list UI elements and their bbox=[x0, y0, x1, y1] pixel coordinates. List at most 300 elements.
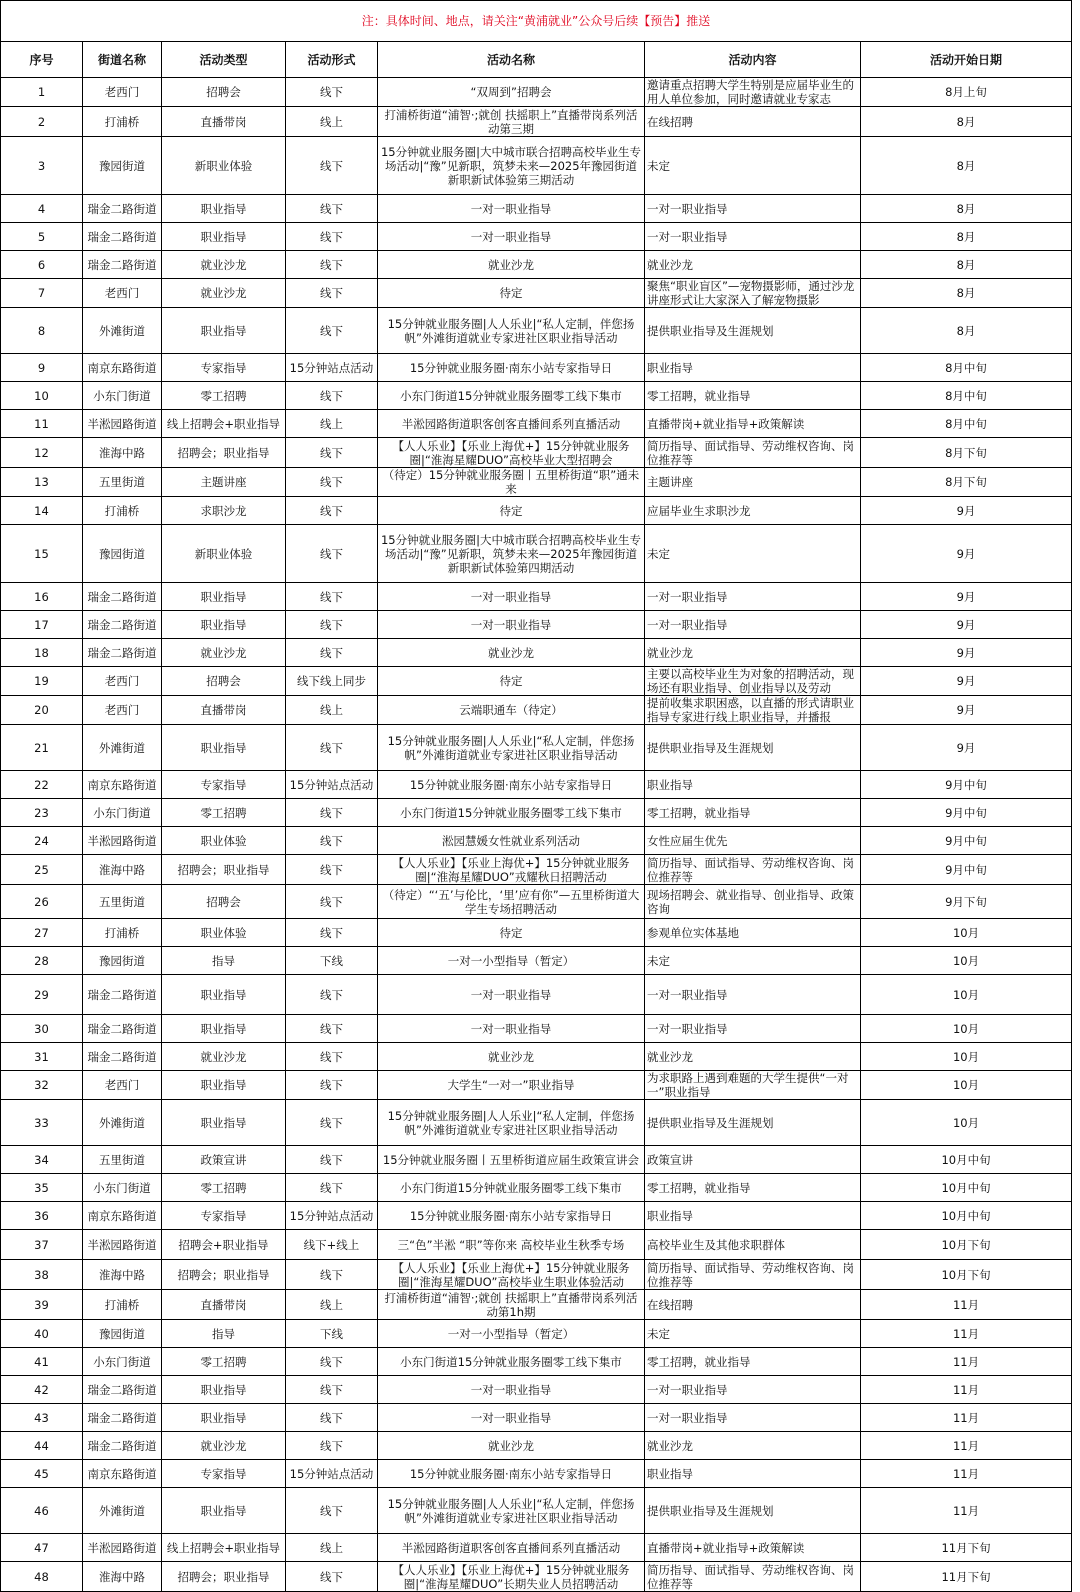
cell-street: 小东门街道 bbox=[83, 1348, 162, 1376]
cell-content: 就业沙龙 bbox=[645, 251, 861, 279]
table-row bbox=[1, 251, 1072, 279]
cell-start-date: 9月中旬 bbox=[861, 771, 1072, 799]
table-row bbox=[1, 354, 1072, 382]
cell-start-date: 11月 bbox=[861, 1320, 1072, 1348]
cell-type: 主题讲座 bbox=[162, 468, 286, 497]
cell-index: 18 bbox=[1, 639, 83, 667]
cell-activity-name: 一对一职业指导 bbox=[378, 1015, 645, 1043]
table-row bbox=[1, 1146, 1072, 1174]
cell-street: 淮海中路 bbox=[83, 438, 162, 468]
table-row bbox=[1, 583, 1072, 611]
cell-street: 老西门 bbox=[83, 667, 162, 696]
table-row bbox=[1, 1488, 1072, 1534]
cell-activity-name: 小东门街道15分钟就业服务圈零工线下集市 bbox=[378, 1348, 645, 1376]
cell-content: 就业沙龙 bbox=[645, 1043, 861, 1071]
cell-start-date: 9月 bbox=[861, 611, 1072, 639]
col-header-start-date: 活动开始日期 bbox=[861, 42, 1072, 78]
table-row bbox=[1, 223, 1072, 251]
cell-type: 职业指导 bbox=[162, 725, 286, 771]
cell-content: 零工招聘，就业指导 bbox=[645, 1174, 861, 1202]
cell-start-date: 8月下旬 bbox=[861, 438, 1072, 468]
cell-index: 39 bbox=[1, 1290, 83, 1320]
cell-street: 外滩街道 bbox=[83, 725, 162, 771]
cell-index: 37 bbox=[1, 1230, 83, 1260]
cell-street: 瑞金二路街道 bbox=[83, 223, 162, 251]
cell-content: 提供职业指导及生涯规划 bbox=[645, 725, 861, 771]
cell-content: 一对一职业指导 bbox=[645, 975, 861, 1015]
cell-type: 零工招聘 bbox=[162, 382, 286, 410]
cell-activity-name: 就业沙龙 bbox=[378, 1432, 645, 1460]
cell-type: 职业指导 bbox=[162, 611, 286, 639]
cell-activity-name: 15分钟就业服务圈|大中城市联合招聘高校毕业生专场活动|“豫”见新职，筑梦未来—2025年豫园街道新职新试体验第四期活动 bbox=[378, 525, 645, 583]
cell-type: 线上招聘会+职业指导 bbox=[162, 410, 286, 438]
cell-content: 职业指导 bbox=[645, 1202, 861, 1230]
cell-format: 15分钟站点活动 bbox=[286, 354, 378, 382]
cell-activity-name: 淞园慧媛女性就业系列活动 bbox=[378, 827, 645, 855]
cell-street: 半淞园路街道 bbox=[83, 1230, 162, 1260]
table-row bbox=[1, 279, 1072, 308]
cell-start-date: 9月 bbox=[861, 525, 1072, 583]
table-row bbox=[1, 799, 1072, 827]
cell-activity-name: 一对一职业指导 bbox=[378, 611, 645, 639]
cell-activity-name: 待定 bbox=[378, 667, 645, 696]
cell-start-date: 8月 bbox=[861, 195, 1072, 223]
cell-index: 29 bbox=[1, 975, 83, 1015]
cell-content: 未定 bbox=[645, 947, 861, 975]
cell-activity-name: 一对一职业指导 bbox=[378, 223, 645, 251]
table-row bbox=[1, 195, 1072, 223]
cell-content: 零工招聘，就业指导 bbox=[645, 382, 861, 410]
cell-type: 就业沙龙 bbox=[162, 639, 286, 667]
cell-index: 23 bbox=[1, 799, 83, 827]
cell-street: 南京东路街道 bbox=[83, 354, 162, 382]
cell-street: 外滩街道 bbox=[83, 1488, 162, 1534]
cell-street: 瑞金二路街道 bbox=[83, 639, 162, 667]
cell-format: 线下 bbox=[286, 799, 378, 827]
cell-index: 47 bbox=[1, 1534, 83, 1562]
cell-type: 求职沙龙 bbox=[162, 497, 286, 525]
cell-activity-name: 15分钟就业服务圈|人人乐业|“私人定制，伴您扬帆”外滩街道就业专家进社区职业指导活动 bbox=[378, 308, 645, 354]
table-row bbox=[1, 1404, 1072, 1432]
cell-index: 26 bbox=[1, 885, 83, 919]
cell-street: 半淞园路街道 bbox=[83, 1534, 162, 1562]
cell-start-date: 11月 bbox=[861, 1432, 1072, 1460]
cell-type: 新职业体验 bbox=[162, 525, 286, 583]
cell-street: 豫园街道 bbox=[83, 137, 162, 195]
cell-activity-name: 【人人乐业】【乐业上海优+】15分钟就业服务圈|“淮海星耀DUO”戎耀秋日招聘活动 bbox=[378, 855, 645, 885]
cell-content: 职业指导 bbox=[645, 771, 861, 799]
cell-type: 职业指导 bbox=[162, 583, 286, 611]
cell-street: 瑞金二路街道 bbox=[83, 195, 162, 223]
cell-start-date: 9月 bbox=[861, 696, 1072, 725]
table-row bbox=[1, 1432, 1072, 1460]
cell-content: 在线招聘 bbox=[645, 1290, 861, 1320]
table-row bbox=[1, 308, 1072, 354]
cell-index: 21 bbox=[1, 725, 83, 771]
cell-format: 线下 bbox=[286, 1043, 378, 1071]
cell-street: 淮海中路 bbox=[83, 1260, 162, 1290]
cell-start-date: 8月 bbox=[861, 223, 1072, 251]
cell-street: 打浦桥 bbox=[83, 919, 162, 947]
cell-type: 招聘会；职业指导 bbox=[162, 1260, 286, 1290]
cell-type: 职业体验 bbox=[162, 919, 286, 947]
cell-content: 应届毕业生求职沙龙 bbox=[645, 497, 861, 525]
cell-index: 25 bbox=[1, 855, 83, 885]
cell-format: 线下 bbox=[286, 611, 378, 639]
cell-start-date: 11月下旬 bbox=[861, 1562, 1072, 1592]
cell-type: 职业指导 bbox=[162, 1376, 286, 1404]
cell-start-date: 9月 bbox=[861, 725, 1072, 771]
cell-content: 一对一职业指导 bbox=[645, 1404, 861, 1432]
cell-format: 线上 bbox=[286, 1290, 378, 1320]
cell-activity-name: 小东门街道15分钟就业服务圈零工线下集市 bbox=[378, 382, 645, 410]
cell-format: 线下 bbox=[286, 1015, 378, 1043]
table-row bbox=[1, 771, 1072, 799]
cell-street: 小东门街道 bbox=[83, 1174, 162, 1202]
cell-start-date: 10月下旬 bbox=[861, 1260, 1072, 1290]
cell-type: 招聘会 bbox=[162, 885, 286, 919]
table-row bbox=[1, 1043, 1072, 1071]
cell-start-date: 8月 bbox=[861, 308, 1072, 354]
cell-street: 南京东路街道 bbox=[83, 771, 162, 799]
cell-start-date: 10月 bbox=[861, 919, 1072, 947]
cell-format: 线下 bbox=[286, 885, 378, 919]
cell-type: 职业指导 bbox=[162, 1488, 286, 1534]
cell-activity-name: 半淞园路街道职客创客直播间系列直播活动 bbox=[378, 410, 645, 438]
cell-type: 就业沙龙 bbox=[162, 1043, 286, 1071]
cell-street: 瑞金二路街道 bbox=[83, 1043, 162, 1071]
table-row bbox=[1, 525, 1072, 583]
cell-activity-name: 待定 bbox=[378, 497, 645, 525]
cell-index: 24 bbox=[1, 827, 83, 855]
cell-content: 主题讲座 bbox=[645, 468, 861, 497]
table-row bbox=[1, 468, 1072, 497]
cell-activity-name: 15分钟就业服务圈|人人乐业|“私人定制，伴您扬帆”外滩街道就业专家进社区职业指导活动 bbox=[378, 725, 645, 771]
cell-activity-name: 15分钟就业服务圈·南东小站专家指导日 bbox=[378, 771, 645, 799]
cell-type: 专家指导 bbox=[162, 354, 286, 382]
cell-format: 线下线上同步 bbox=[286, 667, 378, 696]
cell-activity-name: 大学生“一对一”职业指导 bbox=[378, 1071, 645, 1100]
cell-type: 招聘会+职业指导 bbox=[162, 1230, 286, 1260]
table-row bbox=[1, 1376, 1072, 1404]
cell-content: 一对一职业指导 bbox=[645, 1376, 861, 1404]
cell-activity-name: 15分钟就业服务圈·南东小站专家指导日 bbox=[378, 1460, 645, 1488]
cell-street: 老西门 bbox=[83, 1071, 162, 1100]
cell-content: 职业指导 bbox=[645, 354, 861, 382]
cell-index: 1 bbox=[1, 78, 83, 107]
cell-type: 零工招聘 bbox=[162, 1348, 286, 1376]
cell-index: 9 bbox=[1, 354, 83, 382]
cell-index: 2 bbox=[1, 107, 83, 137]
cell-start-date: 8月中旬 bbox=[861, 354, 1072, 382]
cell-index: 32 bbox=[1, 1071, 83, 1100]
cell-type: 专家指导 bbox=[162, 1202, 286, 1230]
cell-street: 打浦桥 bbox=[83, 107, 162, 137]
table-row bbox=[1, 438, 1072, 468]
cell-start-date: 11月 bbox=[861, 1376, 1072, 1404]
cell-index: 28 bbox=[1, 947, 83, 975]
col-header-street: 街道名称 bbox=[83, 42, 162, 78]
cell-format: 线上 bbox=[286, 107, 378, 137]
cell-format: 线下 bbox=[286, 1348, 378, 1376]
cell-content: 简历指导、面试指导、劳动维权咨询、岗位推荐等 bbox=[645, 1260, 861, 1290]
cell-activity-name: 三“色”半淞 “职”等你来 高校毕业生秋季专场 bbox=[378, 1230, 645, 1260]
cell-index: 5 bbox=[1, 223, 83, 251]
cell-street: 小东门街道 bbox=[83, 382, 162, 410]
cell-format: 下线 bbox=[286, 947, 378, 975]
table-row bbox=[1, 1460, 1072, 1488]
cell-type: 专家指导 bbox=[162, 1460, 286, 1488]
cell-start-date: 10月 bbox=[861, 1043, 1072, 1071]
table-row bbox=[1, 975, 1072, 1015]
table-row bbox=[1, 696, 1072, 725]
cell-street: 五里街道 bbox=[83, 468, 162, 497]
col-header-type: 活动类型 bbox=[162, 42, 286, 78]
cell-format: 线下 bbox=[286, 279, 378, 308]
table-row bbox=[1, 1348, 1072, 1376]
cell-activity-name: 一对一职业指导 bbox=[378, 583, 645, 611]
cell-type: 招聘会；职业指导 bbox=[162, 438, 286, 468]
cell-format: 线下 bbox=[286, 975, 378, 1015]
cell-index: 11 bbox=[1, 410, 83, 438]
cell-format: 线下+线上 bbox=[286, 1230, 378, 1260]
table-row bbox=[1, 1320, 1072, 1348]
cell-index: 7 bbox=[1, 279, 83, 308]
cell-activity-name: 云端职通车（待定） bbox=[378, 696, 645, 725]
cell-street: 南京东路街道 bbox=[83, 1460, 162, 1488]
cell-index: 13 bbox=[1, 468, 83, 497]
cell-activity-name: 15分钟就业服务圈·南东小站专家指导日 bbox=[378, 354, 645, 382]
cell-start-date: 8月上旬 bbox=[861, 78, 1072, 107]
cell-street: 老西门 bbox=[83, 279, 162, 308]
cell-activity-name: 小东门街道15分钟就业服务圈零工线下集市 bbox=[378, 1174, 645, 1202]
cell-index: 8 bbox=[1, 308, 83, 354]
cell-type: 线上招聘会+职业指导 bbox=[162, 1534, 286, 1562]
cell-format: 线下 bbox=[286, 137, 378, 195]
cell-index: 41 bbox=[1, 1348, 83, 1376]
cell-start-date: 9月中旬 bbox=[861, 855, 1072, 885]
cell-content: 一对一职业指导 bbox=[645, 583, 861, 611]
table-row bbox=[1, 382, 1072, 410]
cell-format: 线上 bbox=[286, 696, 378, 725]
table-row bbox=[1, 947, 1072, 975]
cell-format: 线下 bbox=[286, 1376, 378, 1404]
cell-type: 就业沙龙 bbox=[162, 279, 286, 308]
cell-index: 12 bbox=[1, 438, 83, 468]
cell-content: 主要以高校毕业生为对象的招聘活动，现场还有职业指导、创业指导以及劳动 bbox=[645, 667, 861, 696]
cell-type: 直播带岗 bbox=[162, 696, 286, 725]
cell-street: 豫园街道 bbox=[83, 1320, 162, 1348]
cell-start-date: 9月 bbox=[861, 667, 1072, 696]
cell-format: 线下 bbox=[286, 1562, 378, 1592]
cell-content: 就业沙龙 bbox=[645, 1432, 861, 1460]
table-row bbox=[1, 1562, 1072, 1592]
table-row bbox=[1, 1290, 1072, 1320]
cell-type: 就业沙龙 bbox=[162, 251, 286, 279]
cell-type: 新职业体验 bbox=[162, 137, 286, 195]
cell-activity-name: 打浦桥街道“浦智·;就创 扶摇职上”直播带岗系列活动第1h期 bbox=[378, 1290, 645, 1320]
table-row bbox=[1, 639, 1072, 667]
cell-index: 3 bbox=[1, 137, 83, 195]
cell-format: 线下 bbox=[286, 1174, 378, 1202]
cell-content: 提供职业指导及生涯规划 bbox=[645, 308, 861, 354]
cell-start-date: 8月 bbox=[861, 279, 1072, 308]
cell-content: 未定 bbox=[645, 525, 861, 583]
cell-format: 线下 bbox=[286, 525, 378, 583]
cell-content: 简历指导、面试指导、劳动维权咨询、岗位推荐等 bbox=[645, 438, 861, 468]
cell-street: 外滩街道 bbox=[83, 1100, 162, 1146]
cell-content: 直播带岗+就业指导+政策解读 bbox=[645, 1534, 861, 1562]
cell-street: 淮海中路 bbox=[83, 855, 162, 885]
cell-activity-name: 待定 bbox=[378, 919, 645, 947]
cell-start-date: 11月 bbox=[861, 1460, 1072, 1488]
cell-type: 职业指导 bbox=[162, 195, 286, 223]
cell-type: 指导 bbox=[162, 947, 286, 975]
cell-content: 政策宣讲 bbox=[645, 1146, 861, 1174]
cell-index: 38 bbox=[1, 1260, 83, 1290]
cell-index: 14 bbox=[1, 497, 83, 525]
cell-start-date: 10月 bbox=[861, 1015, 1072, 1043]
cell-index: 43 bbox=[1, 1404, 83, 1432]
cell-content: 提供职业指导及生涯规划 bbox=[645, 1488, 861, 1534]
cell-activity-name: 【人人乐业】【乐业上海优+】15分钟就业服务圈|“淮海星耀DUO”长期失业人员招聘活动 bbox=[378, 1562, 645, 1592]
cell-format: 线下 bbox=[286, 308, 378, 354]
cell-activity-name: 就业沙龙 bbox=[378, 251, 645, 279]
cell-content: 聚焦“职业盲区”—宠物摄影师，通过沙龙讲座形式让大家深入了解宠物摄影 bbox=[645, 279, 861, 308]
cell-start-date: 9月 bbox=[861, 639, 1072, 667]
cell-start-date: 11月 bbox=[861, 1348, 1072, 1376]
cell-format: 线下 bbox=[286, 1260, 378, 1290]
table-row bbox=[1, 410, 1072, 438]
cell-type: 职业指导 bbox=[162, 1404, 286, 1432]
cell-format: 线下 bbox=[286, 468, 378, 497]
cell-activity-name: 15分钟就业服务圈|人人乐业|“私人定制，伴您扬帆”外滩街道就业专家进社区职业指导活动 bbox=[378, 1488, 645, 1534]
cell-street: 五里街道 bbox=[83, 885, 162, 919]
table-row bbox=[1, 137, 1072, 195]
table-row bbox=[1, 107, 1072, 137]
cell-start-date: 10月中旬 bbox=[861, 1174, 1072, 1202]
table-row bbox=[1, 1071, 1072, 1100]
table-row bbox=[1, 497, 1072, 525]
cell-format: 线下 bbox=[286, 639, 378, 667]
cell-format: 线下 bbox=[286, 1071, 378, 1100]
cell-activity-name: （待定）15分钟就业服务圈丨五里桥街道“职”通未来 bbox=[378, 468, 645, 497]
cell-index: 42 bbox=[1, 1376, 83, 1404]
cell-index: 20 bbox=[1, 696, 83, 725]
cell-content: 现场招聘会、就业指导、创业指导、政策咨询 bbox=[645, 885, 861, 919]
cell-activity-name: 打浦桥街道“浦智·;就创 扶摇职上”直播带岗系列活动第三期 bbox=[378, 107, 645, 137]
cell-index: 40 bbox=[1, 1320, 83, 1348]
cell-start-date: 9月中旬 bbox=[861, 827, 1072, 855]
cell-content: 高校毕业生及其他求职群体 bbox=[645, 1230, 861, 1260]
table-row bbox=[1, 667, 1072, 696]
cell-start-date: 10月 bbox=[861, 1100, 1072, 1146]
cell-activity-name: 待定 bbox=[378, 279, 645, 308]
cell-type: 就业沙龙 bbox=[162, 1432, 286, 1460]
cell-street: 老西门 bbox=[83, 78, 162, 107]
cell-type: 招聘会；职业指导 bbox=[162, 1562, 286, 1592]
table-row bbox=[1, 1100, 1072, 1146]
cell-format: 15分钟站点活动 bbox=[286, 771, 378, 799]
cell-street: 五里街道 bbox=[83, 1146, 162, 1174]
cell-content: 提前收集求职困惑，以直播的形式请职业指导专家进行线上职业指导，并播报 bbox=[645, 696, 861, 725]
cell-type: 职业指导 bbox=[162, 1015, 286, 1043]
cell-format: 线下 bbox=[286, 1146, 378, 1174]
cell-format: 线下 bbox=[286, 1100, 378, 1146]
cell-start-date: 10月下旬 bbox=[861, 1230, 1072, 1260]
cell-type: 直播带岗 bbox=[162, 107, 286, 137]
cell-content: 女性应届生优先 bbox=[645, 827, 861, 855]
cell-start-date: 8月中旬 bbox=[861, 410, 1072, 438]
cell-activity-name: 就业沙龙 bbox=[378, 639, 645, 667]
cell-activity-name: 一对一职业指导 bbox=[378, 1376, 645, 1404]
cell-format: 15分钟站点活动 bbox=[286, 1202, 378, 1230]
cell-format: 线下 bbox=[286, 382, 378, 410]
cell-street: 半淞园路街道 bbox=[83, 827, 162, 855]
cell-activity-name: 15分钟就业服务圈|人人乐业|“私人定制，伴您扬帆”外滩街道就业专家进社区职业指导活动 bbox=[378, 1100, 645, 1146]
cell-street: 外滩街道 bbox=[83, 308, 162, 354]
cell-format: 线上 bbox=[286, 410, 378, 438]
cell-format: 线下 bbox=[286, 497, 378, 525]
cell-start-date: 10月 bbox=[861, 947, 1072, 975]
cell-activity-name: 半淞园路街道职客创客直播间系列直播活动 bbox=[378, 1534, 645, 1562]
cell-format: 线下 bbox=[286, 583, 378, 611]
cell-type: 招聘会；职业指导 bbox=[162, 855, 286, 885]
cell-start-date: 9月中旬 bbox=[861, 799, 1072, 827]
table-row bbox=[1, 1202, 1072, 1230]
cell-start-date: 8月 bbox=[861, 137, 1072, 195]
cell-activity-name: 一对一职业指导 bbox=[378, 975, 645, 1015]
cell-activity-name: 小东门街道15分钟就业服务圈零工线下集市 bbox=[378, 799, 645, 827]
cell-activity-name: 15分钟就业服务圈·南东小站专家指导日 bbox=[378, 1202, 645, 1230]
col-header-content: 活动内容 bbox=[645, 42, 861, 78]
cell-format: 15分钟站点活动 bbox=[286, 1460, 378, 1488]
cell-content: 职业指导 bbox=[645, 1460, 861, 1488]
cell-format: 下线 bbox=[286, 1320, 378, 1348]
cell-start-date: 10月中旬 bbox=[861, 1202, 1072, 1230]
cell-format: 线下 bbox=[286, 827, 378, 855]
table-row bbox=[1, 1230, 1072, 1260]
cell-index: 4 bbox=[1, 195, 83, 223]
header-row bbox=[1, 42, 1072, 78]
cell-start-date: 9月下旬 bbox=[861, 885, 1072, 919]
cell-format: 线下 bbox=[286, 438, 378, 468]
cell-start-date: 10月 bbox=[861, 1071, 1072, 1100]
cell-index: 33 bbox=[1, 1100, 83, 1146]
cell-street: 瑞金二路街道 bbox=[83, 1432, 162, 1460]
cell-street: 半淞园路街道 bbox=[83, 410, 162, 438]
cell-activity-name: 就业沙龙 bbox=[378, 1043, 645, 1071]
cell-content: 一对一职业指导 bbox=[645, 611, 861, 639]
cell-index: 46 bbox=[1, 1488, 83, 1534]
cell-index: 22 bbox=[1, 771, 83, 799]
cell-content: 为求职路上遇到难题的大学生提供“一对一”职业指导 bbox=[645, 1071, 861, 1100]
cell-content: 邀请重点招聘大学生特别是应届毕业生的用人单位参加，同时邀请就业专家志 bbox=[645, 78, 861, 107]
cell-activity-name: “双周到”招聘会 bbox=[378, 78, 645, 107]
cell-index: 27 bbox=[1, 919, 83, 947]
cell-index: 17 bbox=[1, 611, 83, 639]
cell-type: 职业指导 bbox=[162, 1100, 286, 1146]
cell-format: 线下 bbox=[286, 251, 378, 279]
cell-street: 南京东路街道 bbox=[83, 1202, 162, 1230]
cell-index: 6 bbox=[1, 251, 83, 279]
cell-content: 简历指导、面试指导、劳动维权咨询、岗位推荐等 bbox=[645, 855, 861, 885]
cell-index: 19 bbox=[1, 667, 83, 696]
cell-type: 职业体验 bbox=[162, 827, 286, 855]
col-header-index: 序号 bbox=[1, 42, 83, 78]
cell-start-date: 11月 bbox=[861, 1290, 1072, 1320]
table-row bbox=[1, 827, 1072, 855]
